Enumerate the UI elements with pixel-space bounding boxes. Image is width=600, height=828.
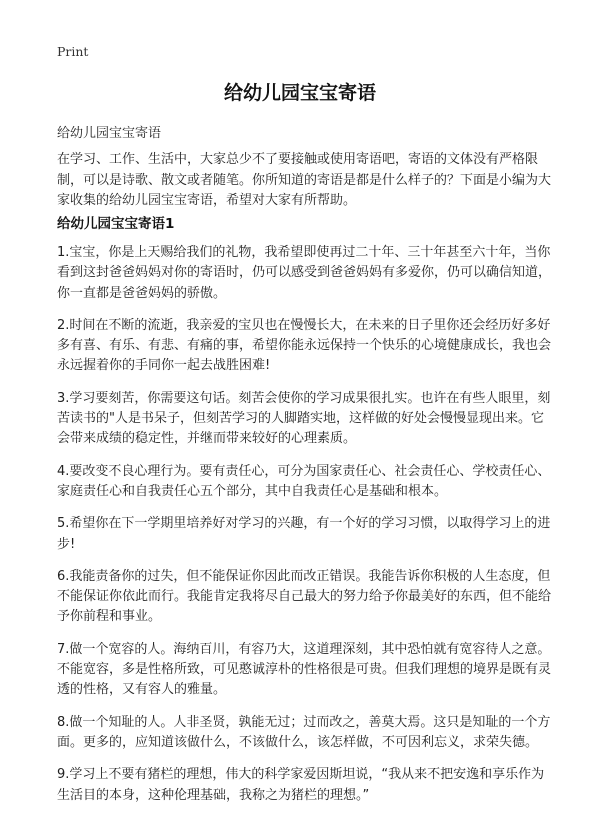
list-item: 7.做一个宽容的人。海纳百川，有容乃大，这道理深刻，其中恐怕就有宽容待人之意。不能宽容，多是性格所致，可见憨诚淳朴的性格很是可贵。但我们理想的境界是既有灵透的性格，又有容人的雅量。 [57,641,552,698]
document-subtitle: 给幼儿园宝宝寄语 [57,126,162,141]
list-item: 4.要改变不良心理行为。要有责任心，可分为国家责任心、社会责任心、学校责任心、家庭责任心和自我责任心五个部分，其中自我责任心是基础和根本。 [57,463,551,499]
list-item: 2.时间在不断的流逝，我亲爱的宝贝也在慢慢长大，在未来的日子里你还会经历好多好多有喜、有乐、有悲、有痛的事，希望你能永远保持一个快乐的心境健康成长，我也会永远握着你的手同你一起去战胜困难! [57,317,552,374]
list-item: 6.我能责备你的过失，但不能保证你因此而改正错误。我能告诉你积极的人生态度，但不能保证你依此而行。我能肯定我将尽自己最大的努力给予你最美好的东西，但不能给予你前程和事业。 [57,568,552,625]
list-item: 8.做一个知耻的人。人非圣贤，孰能无过；过而改之，善莫大焉。这只是知耻的一个方面。更多的，应知道该做什么，不该做什么，该怎样做，不可因利忘义，求荣失德。 [57,714,551,750]
intro-paragraph: 在学习、工作、生活中，大家总少不了要接触或使用寄语吧，寄语的文体没有严格限制，可以是诗歌、散文或者随笔。你所知道的寄语是都是什么样子的？下面是小编为大家收集的给幼儿园宝宝寄语，希望对大家有所帮助。 [57,152,552,208]
page-title: 给幼儿园宝宝寄语 [223,82,376,104]
list-item: 3.学习要刻苦，你需要这句话。刻苦会使你的学习成果很扎实。也许在有些人眼里，刻苦读书的"人是书呆子，但刻苦学习的人脚踏实地，这样做的好处会慢慢显现出来。它会带来成绩的稳定性，并继而带来较好的心理素质。 [57,390,551,447]
list-item: 5.希望你在下一学期里培养好对学习的兴趣，有一个好的学习习惯，以取得学习上的进步! [57,516,551,552]
list-item: 9.学习上不要有猪栏的理想，伟大的科学家爱因斯坦说，“我从来不把安逸和享乐作为生活目的本身，这种伦理基础，我称之为猪栏的理想。” [57,767,545,803]
wishes-list [57,243,555,818]
section-heading: 给幼儿园宝宝寄语1 [57,216,175,232]
print-link[interactable]: Print [57,44,89,59]
list-item: 1.宝宝，你是上天赐给我们的礼物，我希望即使再过二十年、三十年甚至六十年，当你看到这封爸爸妈妈对你的寄语时，仍可以感受到爸爸妈妈有多爱你，仍可以确信知道，你一直都是爸爸妈妈的骄傲。 [57,245,552,301]
